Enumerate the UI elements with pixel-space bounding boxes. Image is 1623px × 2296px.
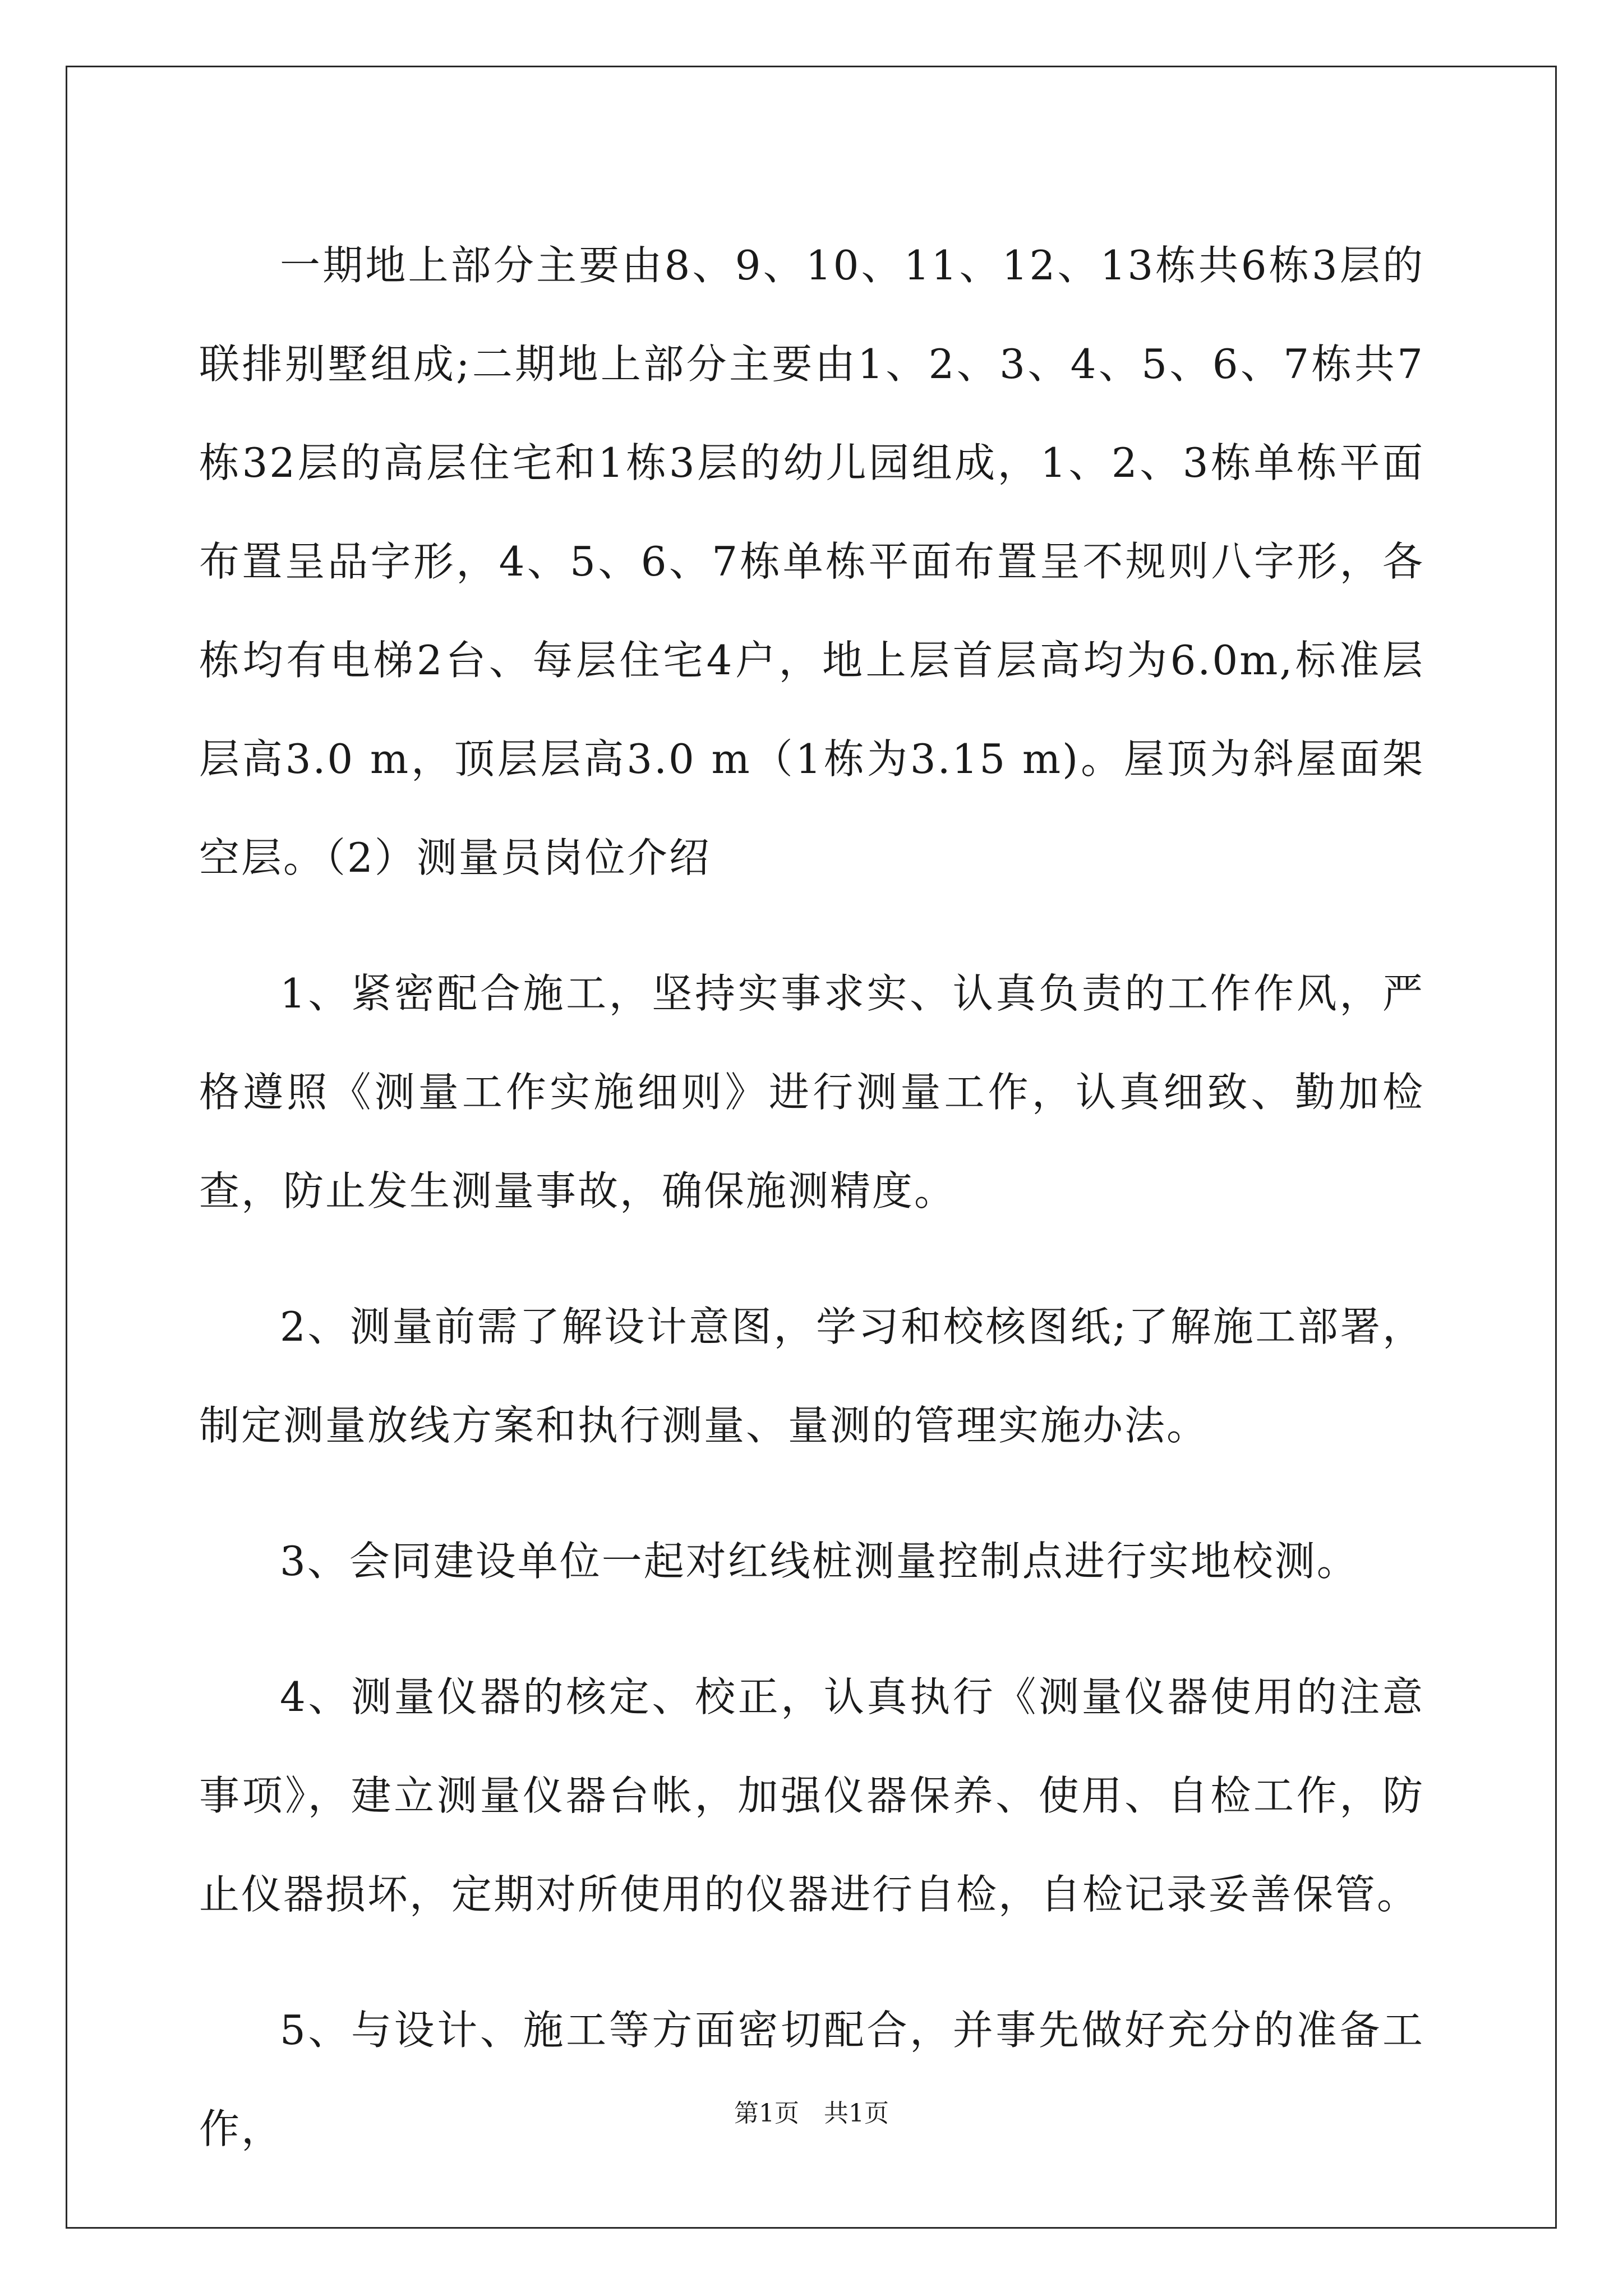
paragraph-item-4: 4、测量仪器的核定、校正，认真执行《测量仪器使用的注意事项》，建立测量仪器台帐，加强仪器保养、使用、自检工作，防止仪器损坏，定期对所使用的仪器进行自检，自检记录妥善保管。 <box>199 1673 1424 1918</box>
paragraph-item-5: 5、与设计、施工等方面密切配合，并事先做好充分的准备工作， <box>199 2007 1424 2152</box>
page-number-footer: 第1页 共1页 <box>734 2099 889 2128</box>
paragraph-item-2: 2、测量前需了解设计意图，学习和校核图纸;了解施工部署，制定测量放线方案和执行测量、量测的管理实施办法。 <box>199 1303 1424 1449</box>
paragraph-item-1: 1、紧密配合施工，坚持实事求实、认真负责的工作作风，严格遵照《测量工作实施细则》进行测量工作，认真细致、勤加检查，防止发生测量事故，确保施测精度。 <box>199 970 1424 1214</box>
paragraph-item-3: 3、会同建设单位一起对红线桩测量控制点进行实地校测。 <box>280 1538 1359 1585</box>
paragraph-overview: 一期地上部分主要由8、9、10、11、12、13栋共6栋3层的联排别墅组成;二期地上部分主要由1、2、3、4、5、6、7栋共7栋32层的高层住宅和1栋3层的幼儿园组成，1、2、3栋单栋平面布置呈品字形，4、5、6、7栋单栋平面布置呈不规则八字形，各栋均有电梯2台、每层住宅4户，地上层首层高均为6.0m,标准层层高3.0 m，顶层层高3.0 m（1栋为3.15 m)。屋顶为斜屋面架空层。（2）测量员岗位介绍 <box>199 242 1424 881</box>
document-body <box>199 216 1424 2178</box>
